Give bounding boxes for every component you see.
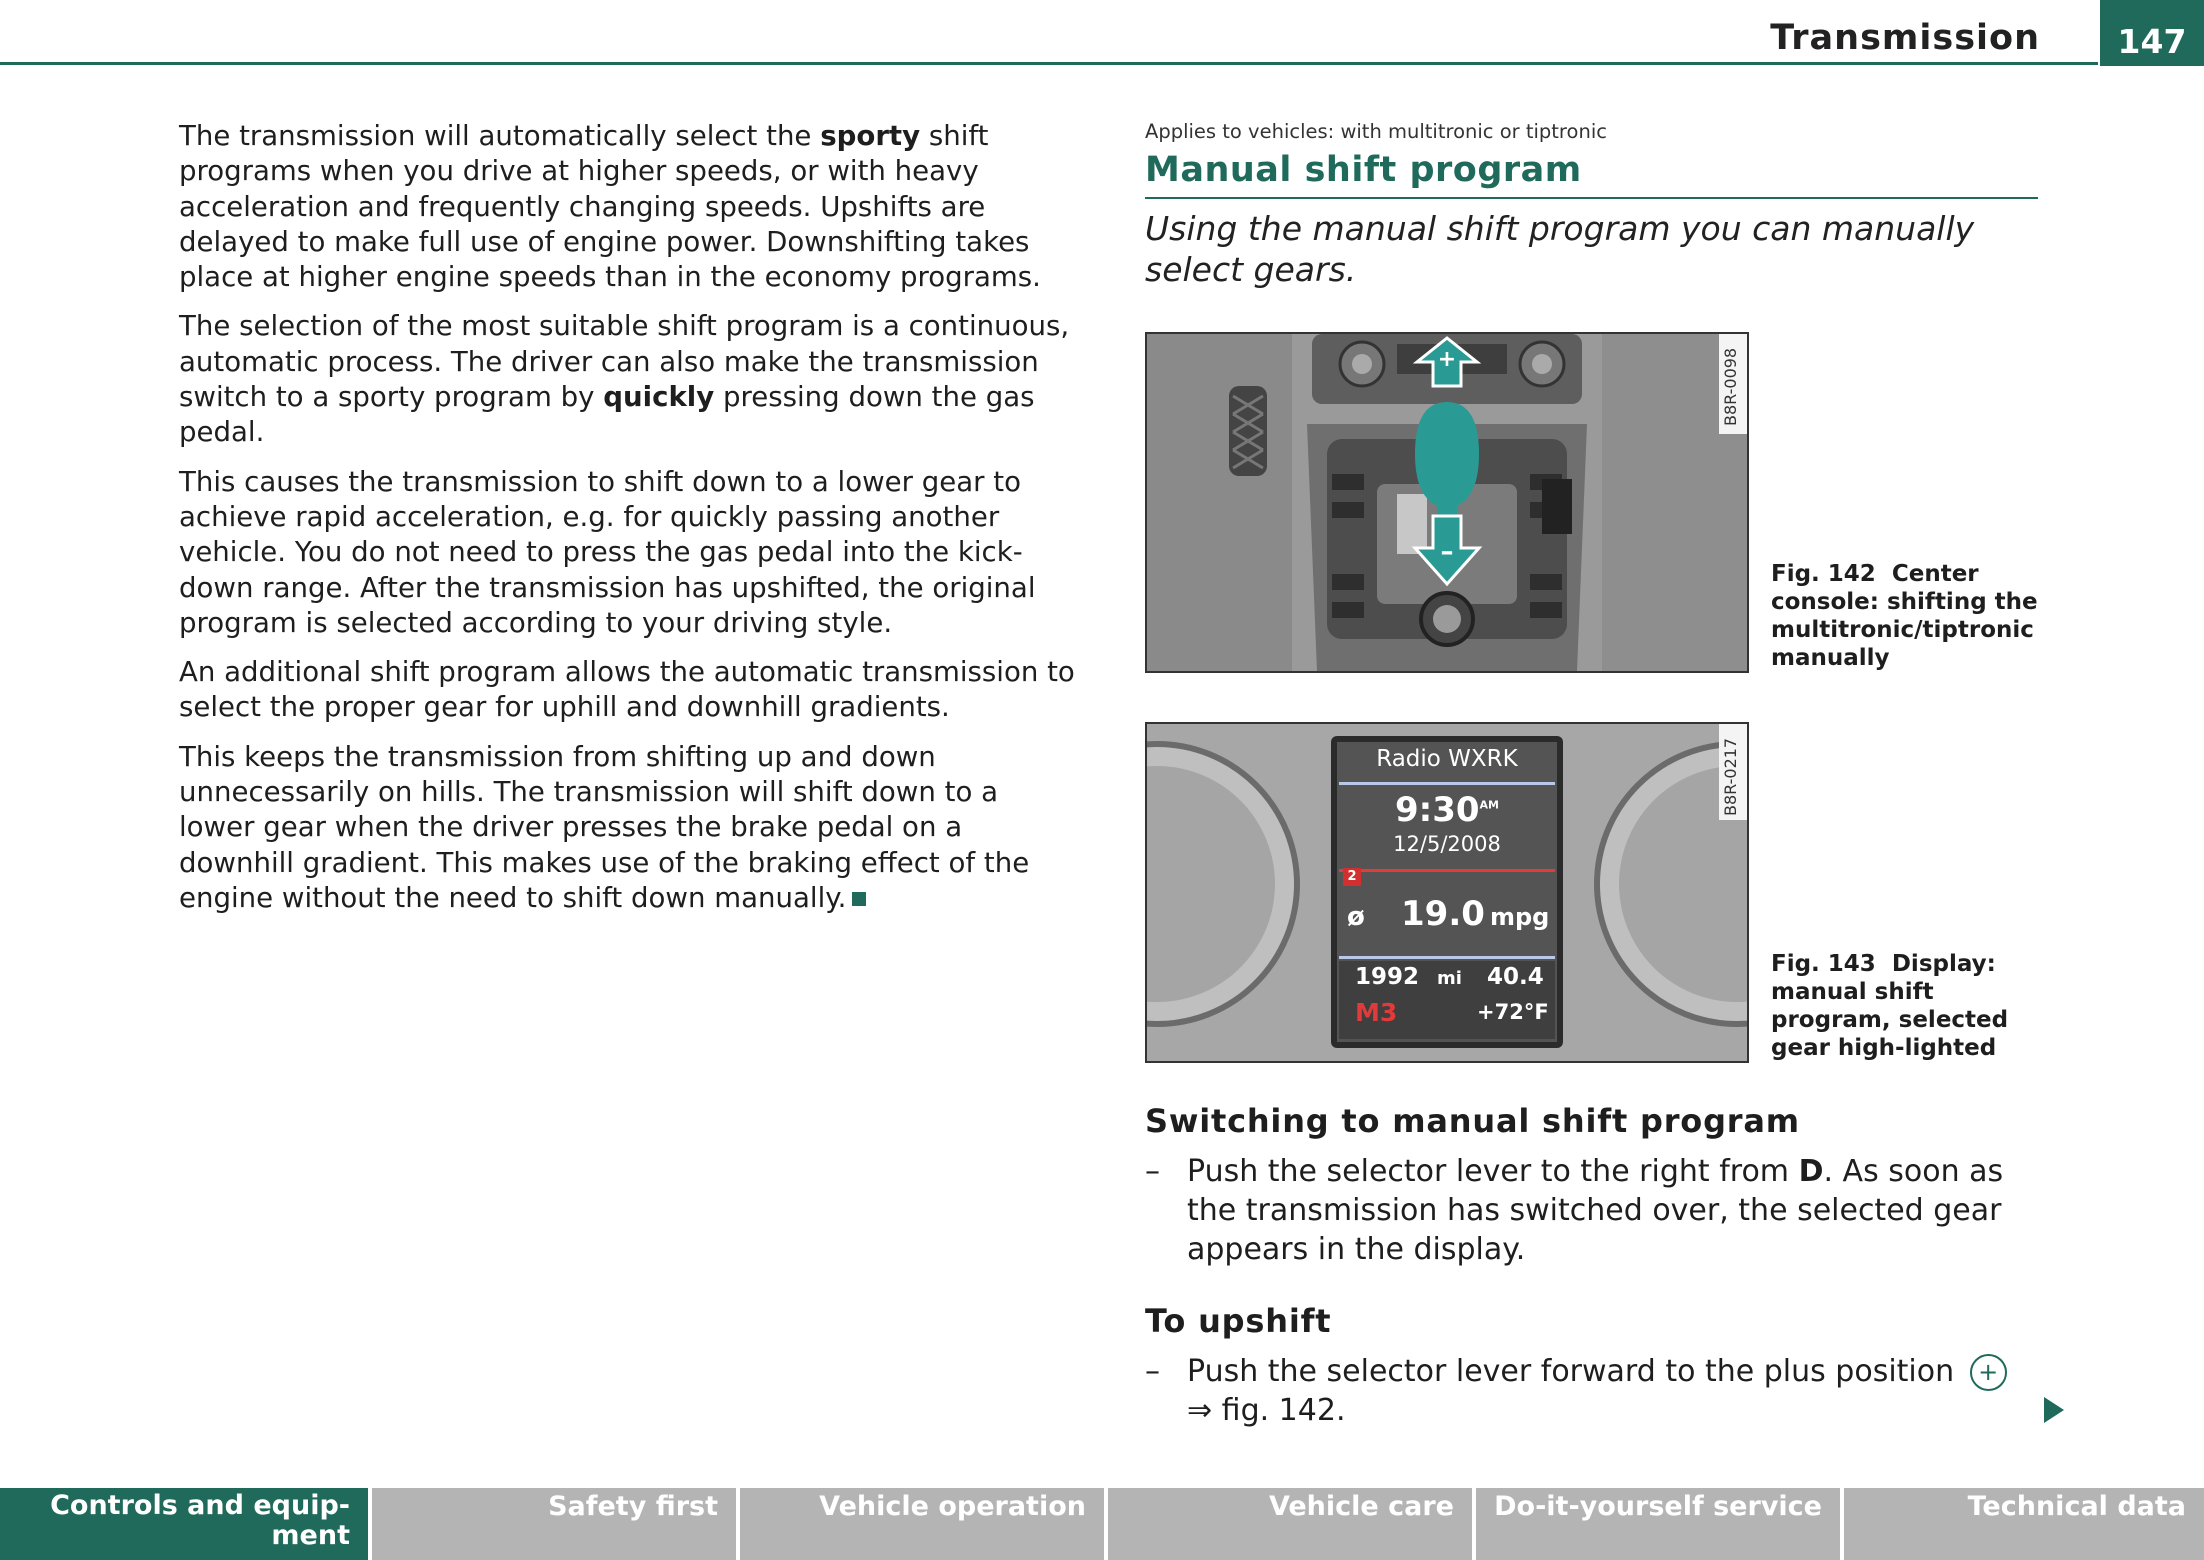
- paragraph-2: The selection of the most suitable shift program is a continuous, automatic process. The driver can also make the transmission switch to a sporty program by quickly pressing down the gas pedal.: [179, 309, 1070, 449]
- tab-vehicle-care[interactable]: Vehicle care: [1108, 1488, 1472, 1560]
- section-intro: Using the manual shift program you can manually select gears.: [1145, 209, 1975, 289]
- figure-142-caption: Fig. 142 Center console: shifting the multitronic/tiptronic manually: [1771, 561, 2038, 671]
- tab-technical-data[interactable]: Technical data: [1844, 1488, 2204, 1560]
- display-selected-gear: M3: [1355, 998, 1398, 1027]
- continue-arrow-icon: [2044, 1397, 2064, 1423]
- display-odometer-unit: mi: [1437, 968, 1462, 989]
- section-tabs: [0, 1488, 2204, 1560]
- paragraph-4: An additional shift program allows the automatic transmission to select the proper gear for uphill and downhill gradients.: [179, 655, 1075, 724]
- svg-text:+: +: [1437, 347, 1457, 372]
- tab-do-it-yourself-service[interactable]: Do-it-yourself service: [1476, 1488, 1840, 1560]
- display-average-symbol: ø: [1347, 902, 1365, 932]
- display-date: 12/5/2008: [1393, 832, 1501, 856]
- plus-position-icon: +: [1970, 1354, 2007, 1391]
- end-of-section-icon: [852, 892, 866, 906]
- left-column: [179, 118, 1079, 929]
- paragraph-1: The transmission will automatically select the sporty shift programs when you drive at higher speeds, or with heavy acceleration and frequently changing speeds. Upshifts are delayed to make full use of engine power. Downshifting takes place at higher engine speeds than in the economy programs.: [179, 119, 1041, 294]
- paragraph-3: This causes the transmission to shift down to a lower gear to achieve rapid acceleration, e.g. for quickly passing another vehicle. You do not need to press the gas pedal into the kick-down range. After the transmission has upshifted, the original program is selected according to your driving style.: [179, 464, 1036, 639]
- figure-143-display: [1145, 722, 1749, 1063]
- figure-143-caption: Fig. 143 Display: manual shift program, selected gear high-lighted: [1771, 951, 2009, 1061]
- tab-controls-and-equipment[interactable]: Controls and equip- ment: [0, 1488, 368, 1560]
- display-time: $9:30^{AM}$: [1394, 790, 1500, 830]
- chapter-title: Transmission: [1770, 18, 2040, 58]
- svg-text:–: –: [1440, 537, 1454, 567]
- upshift-step: – Push the selector lever forward to the plus position + ⇒ fig. 142.: [1145, 1352, 2045, 1430]
- header-rule: [0, 62, 2098, 65]
- tab-safety-first[interactable]: Safety first: [372, 1488, 736, 1560]
- figure-142-center-console: [1145, 332, 1749, 673]
- display-trip-badge: 2: [1343, 868, 1361, 886]
- figure-142-code: B8R-0098: [1721, 347, 1740, 426]
- upshift-heading: To upshift: [1145, 1302, 1332, 1340]
- display-fuel-economy: 19.0 mpg: [1401, 894, 1550, 934]
- switching-step: – Push the selector lever to the right from D. As soon as the transmission has switched over, the selected gear appears in the display.: [1145, 1154, 2004, 1267]
- tab-vehicle-operation[interactable]: Vehicle operation: [740, 1488, 1104, 1560]
- display-trip-distance: 40.4: [1487, 964, 1544, 990]
- display-radio-station: Radio WXRK: [1376, 746, 1518, 772]
- figure-143-code: B8R-0217: [1721, 737, 1740, 816]
- display-odometer: 1992: [1355, 964, 1420, 990]
- page-number: 147: [2100, 0, 2204, 66]
- section-rule: [1145, 197, 2038, 199]
- switching-heading: Switching to manual shift program: [1145, 1102, 1800, 1140]
- display-temperature: +72°F: [1477, 1000, 1549, 1024]
- paragraph-5: This keeps the transmission from shifting up and down unnecessarily on hills. The transmission will shift down to a lower gear when the driver presses the brake pedal on a downhill gradient. This makes use of the braking effect of the engine without the need to shift down manually.: [179, 739, 1030, 914]
- applies-to-note: Applies to vehicles: with multitronic or tiptronic: [1145, 120, 1607, 143]
- section-title: Manual shift program: [1145, 150, 1582, 190]
